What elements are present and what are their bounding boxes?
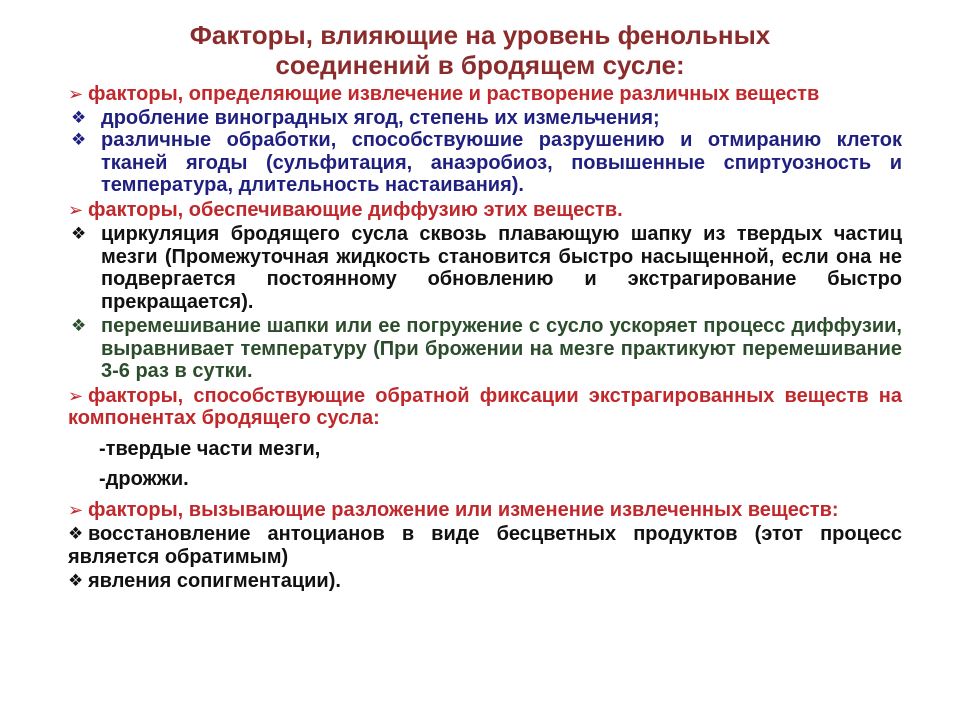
arrowhead-bullet-icon: ➢ [68,385,84,406]
section-heading-text: факторы, вызывающие разложение или изменение извлеченных веществ: [88,498,839,521]
list-item-text: различные обработки, способствуюшие разрушению и отмиранию клеток тканей ягоды (сульфитация, анаэробиоз, повышенные спиртуозность и температура, длительность настаивания). [101,129,902,196]
slide-title [0,20,960,80]
list-item-text: перемешивание шапки или ее погружение с сусло ускоряет процесс диффузии, выравнивает температуру (При брожении на мезге практикуют перемешивание 3-6 раз в сутки. [101,315,902,382]
section-heading-text: факторы, обеспечивающие диффузию этих веществ. [88,198,623,221]
title-line-1: Факторы, влияющие на уровень фенольных [189,20,771,50]
section-1-item-1 [68,107,902,130]
slide-body [68,83,902,593]
four-diamond-bullet-icon: ❖ [68,571,84,590]
four-diamond-bullet-icon: ❖ [71,107,87,127]
section-2-item-2 [68,315,902,383]
section-3-item-2 [68,468,902,491]
section-2-heading [68,199,902,222]
section-heading-text: факторы, способствующие обратной фиксации экстрагированных веществ на компонентах бродящего сусла: [68,384,902,429]
section-4-item-2 [68,570,902,593]
list-item-text: дробление виноградных ягод, степень их измельчения; [101,106,660,129]
section-4-item-1 [68,523,902,568]
list-item-text: -твердые части мезги, [99,437,321,460]
section-4-heading [68,499,902,522]
four-diamond-bullet-icon: ❖ [71,316,87,335]
section-1-item-2 [68,129,902,197]
four-diamond-bullet-icon: ❖ [71,224,87,243]
section-3-heading [68,385,902,430]
list-item-text: циркуляция бродящего сусла сквозь плавающую шапку из твердых частиц мезги (Промежуточная жидкость становится быстро насыщенной, если она не подвергается постоянному обновлению и экстрагирование быстро прекращается). [101,223,902,313]
section-3-item-1 [68,438,902,461]
title-line-2: соединений в бродящем сусле: [275,50,685,80]
list-item-text: явления сопигментации). [88,570,341,592]
section-heading-text: факторы, определяющие извлечение и растворение различных веществ [88,83,820,105]
four-diamond-bullet-icon: ❖ [68,524,84,543]
list-item-text: восстановление антоцианов в виде бесцветных продуктов (этот процесс является обратимым) [68,523,902,568]
section-2-item-1 [68,223,902,313]
section-1-heading [68,83,902,106]
list-item-text: -дрожжи. [99,468,189,490]
four-diamond-bullet-icon: ❖ [71,130,87,149]
arrowhead-bullet-icon: ➢ [68,84,84,104]
arrowhead-bullet-icon: ➢ [68,499,84,520]
arrowhead-bullet-icon: ➢ [68,199,84,220]
